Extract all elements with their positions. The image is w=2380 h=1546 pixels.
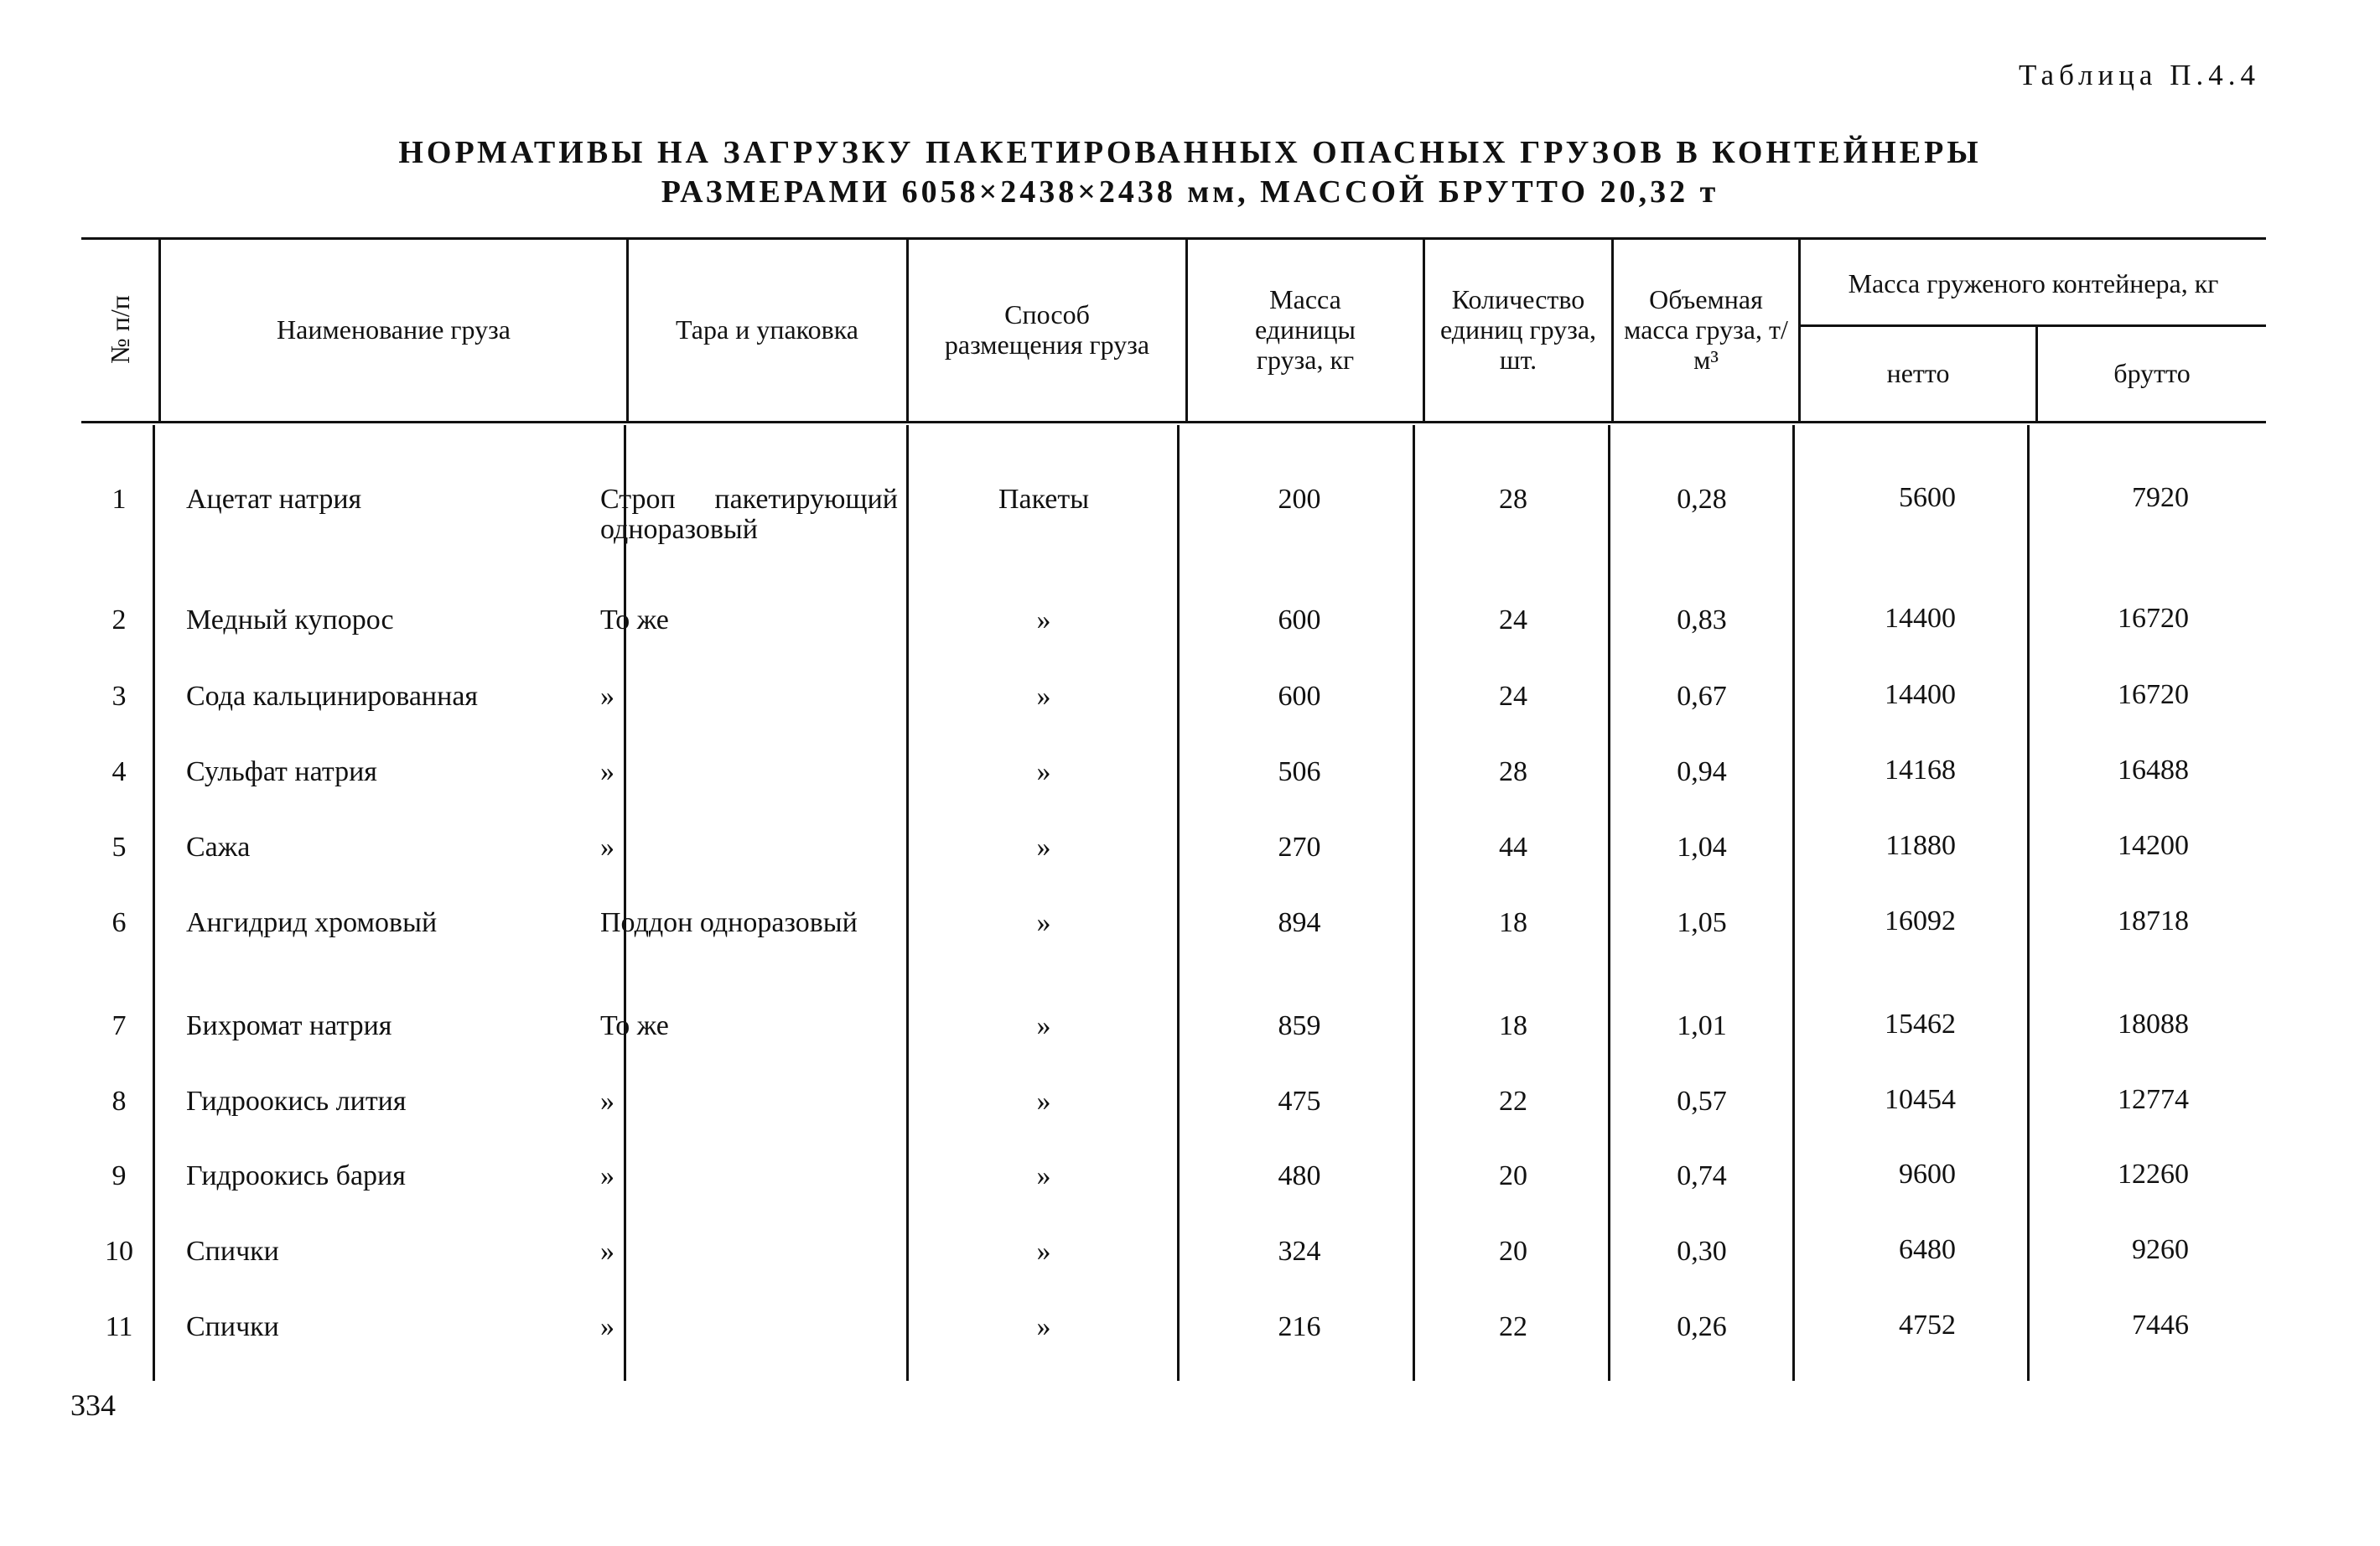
cell-netto: 6480 [1899,1234,1956,1265]
cell-qty: 24 [1499,681,1527,712]
cell-qty: 18 [1499,907,1527,938]
cell-method: » [1036,1160,1051,1191]
cell-brutto: 16720 [2118,679,2189,710]
header-method: Способ размещения груза [944,299,1150,360]
header-num-label: № п/п [104,295,135,364]
cell-num: 11 [105,1311,133,1342]
cell-num: 7 [111,1010,127,1041]
vertical-rule [906,425,909,1381]
cell-unit-mass: 216 [1278,1311,1321,1342]
cell-method: » [1036,1236,1051,1267]
horizontal-rule [81,421,2266,423]
header-brutto: брутто [2113,358,2191,388]
cell-tara: » [600,1160,614,1191]
cell-num: 6 [111,907,127,938]
vertical-rule [1177,425,1180,1381]
cell-volume-mass: 0,26 [1677,1311,1727,1342]
cell-name: Сода кальцинированная [186,681,479,712]
cell-tara: Поддон одноразовый [600,907,858,938]
cell-volume-mass: 1,04 [1677,832,1727,863]
header-volume-mass: Объемная масса груза, т/м³ [1624,284,1788,375]
cell-volume-mass: 0,28 [1677,484,1727,515]
cell-tara: » [600,832,614,863]
cell-netto: 14400 [1885,679,1956,710]
cell-netto: 5600 [1899,482,1956,513]
cell-netto: 11880 [1885,830,1956,861]
cell-volume-mass: 1,01 [1677,1010,1727,1041]
cell-num: 4 [111,756,127,787]
cell-tara: Строп пакетирующий одноразовый [600,484,898,545]
cell-volume-mass: 0,67 [1677,681,1727,712]
cell-method: » [1036,604,1051,636]
cell-netto: 14168 [1885,755,1956,786]
cell-netto: 14400 [1885,603,1956,634]
header-tara: Тара и упаковка [676,314,858,345]
vertical-rule [1413,425,1415,1381]
cell-qty: 28 [1499,756,1527,787]
cell-method: » [1036,1086,1051,1117]
cell-name: Сульфат натрия [186,756,377,787]
cell-qty: 22 [1499,1086,1527,1117]
cell-name: Спички [186,1236,279,1267]
vertical-rule [2027,425,2030,1381]
cell-num: 3 [111,681,127,712]
cell-qty: 44 [1499,832,1527,863]
page-number: 334 [70,1388,116,1422]
cell-method: » [1036,907,1051,938]
cell-name: Сажа [186,832,251,863]
cell-netto: 4752 [1899,1310,1956,1341]
cell-qty: 20 [1499,1160,1527,1191]
cell-num: 10 [105,1236,133,1267]
cell-brutto: 12260 [2118,1159,2189,1190]
cell-num: 5 [111,832,127,863]
cell-tara: » [600,1236,614,1267]
table-label: Таблица П.4.4 [2019,59,2260,91]
header-qty: Количество единиц груза, шт. [1439,284,1597,375]
cell-num: 1 [111,484,127,515]
header-name: Наименование груза [277,314,511,345]
cell-tara: » [600,1086,614,1117]
cell-unit-mass: 506 [1278,756,1321,787]
cell-brutto: 7446 [2132,1310,2189,1341]
cell-unit-mass: 324 [1278,1236,1321,1267]
cell-unit-mass: 859 [1278,1010,1321,1041]
header-num [81,241,158,418]
cell-volume-mass: 1,05 [1677,907,1727,938]
cell-num: 8 [111,1086,127,1117]
cell-brutto: 18718 [2118,905,2189,936]
cell-method: » [1036,1311,1051,1342]
cell-brutto: 7920 [2132,482,2189,513]
cell-netto: 16092 [1885,905,1956,936]
cell-unit-mass: 600 [1278,604,1321,636]
cell-name: Ацетат натрия [186,484,362,515]
cell-method: » [1036,756,1051,787]
cell-netto: 15462 [1885,1009,1956,1040]
cell-qty: 28 [1499,484,1527,515]
cell-name: Бихромат натрия [186,1010,392,1041]
cell-volume-mass: 0,57 [1677,1086,1727,1117]
vertical-rule [1792,425,1795,1381]
table-title-line-2: РАЗМЕРАМИ 6058×2438×2438 мм, МАССОЙ БРУТТО 20,32 т [661,174,1719,210]
cell-netto: 10454 [1885,1084,1956,1115]
cell-name: Гидроокись лития [186,1086,407,1117]
cell-volume-mass: 0,83 [1677,604,1727,636]
cell-unit-mass: 200 [1278,484,1321,515]
cell-num: 9 [111,1160,127,1191]
cell-brutto: 9260 [2132,1234,2189,1265]
cell-tara: » [600,756,614,787]
cell-tara: » [600,681,614,712]
cell-unit-mass: 270 [1278,832,1321,863]
cell-tara: То же [600,604,669,636]
header-netto: нетто [1886,358,1950,388]
cell-unit-mass: 600 [1278,681,1321,712]
cell-unit-mass: 475 [1278,1086,1321,1117]
cell-method: » [1036,681,1051,712]
cell-name: Спички [186,1311,279,1342]
table-title-line-1: НОРМАТИВЫ НА ЗАГРУЗКУ ПАКЕТИРОВАННЫХ ОПАСНЫХ ГРУЗОВ В КОНТЕЙНЕРЫ [398,135,1982,170]
cell-brutto: 16720 [2118,603,2189,634]
cell-brutto: 16488 [2118,755,2189,786]
cell-netto: 9600 [1899,1159,1956,1190]
header-unit-mass: Масса единицы груза, кг [1254,284,1356,375]
cell-qty: 20 [1499,1236,1527,1267]
cell-name: Гидроокись бария [186,1160,406,1191]
cell-name: Ангидрид хромовый [186,907,438,938]
cell-brutto: 14200 [2118,830,2189,861]
cell-qty: 18 [1499,1010,1527,1041]
cell-volume-mass: 0,94 [1677,756,1727,787]
cell-brutto: 12774 [2118,1084,2189,1115]
cell-qty: 24 [1499,604,1527,636]
cell-unit-mass: 480 [1278,1160,1321,1191]
header-container-mass: Масса груженого контейнера, кг [1848,268,2219,298]
cell-brutto: 18088 [2118,1009,2189,1040]
cell-num: 2 [111,604,127,636]
cell-unit-mass: 894 [1278,907,1321,938]
cell-method: » [1036,1010,1051,1041]
cell-volume-mass: 0,74 [1677,1160,1727,1191]
cell-tara: То же [600,1010,669,1041]
cell-qty: 22 [1499,1311,1527,1342]
cell-name: Медный купорос [186,604,394,636]
cell-tara: » [600,1311,614,1342]
cell-method: » [1036,832,1051,863]
cell-method: Пакеты [998,484,1090,515]
horizontal-rule [81,237,2266,240]
cell-volume-mass: 0,30 [1677,1236,1727,1267]
vertical-rule [1608,425,1610,1381]
